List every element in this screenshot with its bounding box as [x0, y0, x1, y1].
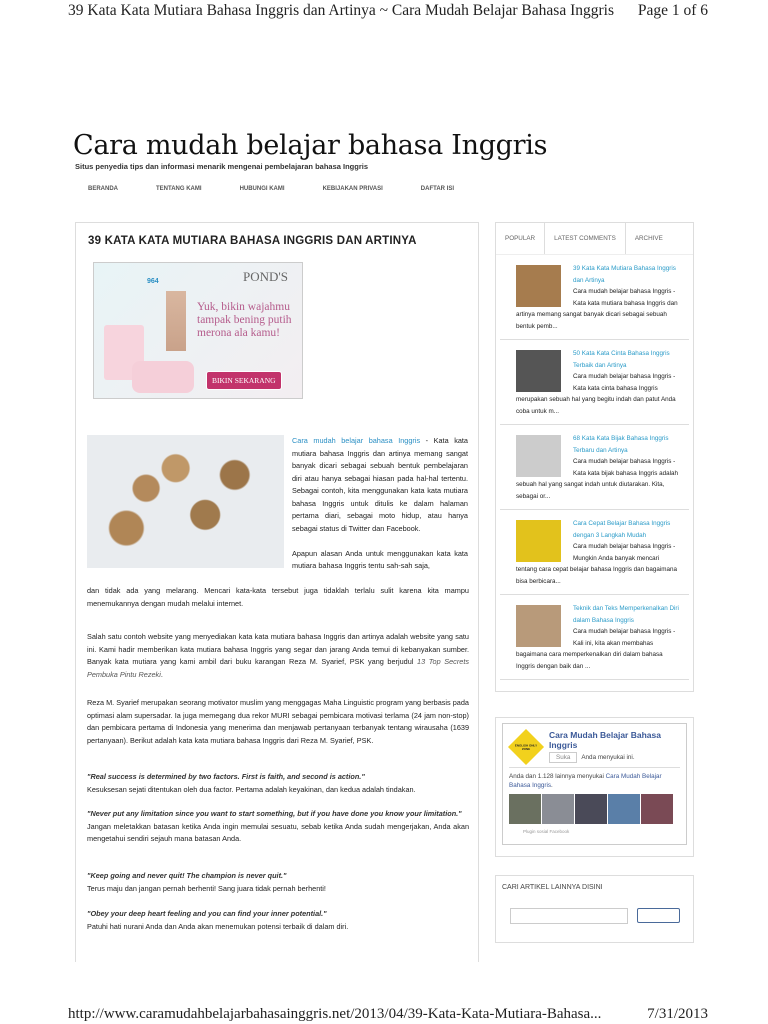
popular-post-title[interactable]: 68 Kata Kata Bijak Bahasa Inggris Terbaru dan Artinya — [573, 435, 669, 454]
nav-beranda[interactable]: BERANDA — [88, 186, 118, 192]
fb-liked-text: Anda menyukai ini. — [581, 754, 635, 761]
quote-id: Jangan meletakkan batasan ketika Anda ingin memulai sesuatu, sebab ketika Anda sudah mengerjakan, Anda akan mengetahui sendiri sejauh mana batasan Anda. — [87, 821, 469, 843]
popular-post-title[interactable]: 50 Kata Kata Cinta Bahasa Inggris Terbaik dan Artinya — [573, 350, 670, 369]
avatar[interactable] — [542, 794, 574, 824]
popular-post-title[interactable]: 39 Kata Kata Mutiara Bahasa Inggris dan Artinya — [573, 265, 676, 284]
post-thumbnail[interactable] — [516, 605, 561, 647]
popular-post-item[interactable] — [500, 510, 689, 595]
dice-words-image — [87, 435, 284, 568]
intro-paragraph — [292, 435, 468, 573]
popular-post-snippet: Cara mudah belajar bahasa Inggris - Kata kata cinta bahasa Inggris merupakan sebuah hal yang begitu indah dan patut Anda coba untuk m... — [516, 373, 676, 415]
popular-posts-widget — [495, 222, 694, 692]
popular-post-item[interactable] — [500, 340, 689, 425]
post-thumbnail[interactable] — [516, 520, 561, 562]
pdf-url[interactable]: http://www.caramudahbelajarbahasainggris.net/2013/04/39-Kata-Kata-Mutiara-Bahasa... — [68, 1006, 602, 1022]
popular-post-item[interactable] — [500, 595, 689, 680]
main-nav — [88, 186, 454, 192]
intro-link[interactable]: Cara mudah belajar bahasa Inggris — [292, 436, 421, 445]
product-jar-image — [132, 361, 194, 393]
popular-post-snippet: Cara mudah belajar bahasa Inggris - Kali ini, kita akan membahas bagaimana cara memperkenalkan diri dalam bahasa Inggris dengan baik dan ... — [516, 628, 676, 670]
facebook-like-box: ENGLISH ONLY ZONE Cara Mudah Belajar Bahasa Inggris Suka Anda menyukai ini. Anda dan 1.128 lainnya menyukai Cara Mudah Belajar Bahasa Inggris. Plugin sosial Facebook — [495, 717, 694, 857]
quote-4 — [87, 908, 469, 933]
nav-hubungi-kami[interactable]: HUBUNGI KAMI — [239, 186, 285, 192]
quote-id: Terus maju dan jangan pernah berhenti! Sang juara tidak pernah berhenti! — [87, 883, 326, 893]
paragraph-4: Reza M. Syarief merupakan seorang motivator muslim yang menggagas Maha Linguistic program yang berbasis pada optimasi alam supersadar. Ia juga memegang dua rekor MURI sebagai pembicara motivasi terlama (24 jam non-stop) dan pembicara pertama di Indonesia yang menerima dan menjawab pertanyaan terbanyak tentang wirausaha (1639 pertanyaan). Berikut adalah kata kata mutiara bahasa Inggris dari Reza M. Syarief, PSK. — [87, 698, 469, 745]
ad-number: 964 — [147, 278, 159, 285]
ponds-ad[interactable] — [93, 262, 303, 399]
pdf-page-number: Page 1 of 6 — [637, 2, 708, 19]
search-input[interactable] — [510, 908, 628, 924]
quote-en: "Keep going and never quit! The champion is never quit." — [87, 871, 287, 880]
avatar[interactable] — [608, 794, 640, 824]
tab-popular[interactable]: POPULAR — [496, 223, 545, 254]
post-thumbnail[interactable] — [516, 435, 561, 477]
paragraph-3: Salah satu contoh website yang menyediakan kata kata mutiara bahasa Inggris dan artinya adalah website yang satu ini. Kami hadir memberikan kata mutiara bahasa Inggris yang segar dan jarang Anda temui di kebanyakan sumber. Banyak kata mutiara yang kami ambil dari buku karangan Reza M. Syarief, PSK yang berjudul 13 Top Secrets Pembuka Pintu Rezeki. — [87, 632, 469, 679]
tab-archive[interactable]: ARCHIVE — [634, 235, 663, 242]
paragraph-2a: Apapun alasan Anda untuk menggunakan kata kata mutiara bahasa Inggris tentu sah-sah saja, — [292, 548, 468, 570]
pdf-page-title: 39 Kata Kata Mutiara Bahasa Inggris dan Artinya ~ Cara Mudah Belajar Bahasa Inggris — [68, 2, 614, 19]
fb-fan-avatars — [509, 794, 680, 824]
quote-id: Patuhi hati nurani Anda dan Anda akan menemukan potensi terbaik di dalam diri. — [87, 921, 349, 931]
pdf-footer — [68, 1006, 708, 1023]
photo-strip-image — [166, 291, 186, 351]
paragraph-2b: dan tidak ada yang melarang. Mencari kata-kata tersebut juga tidaklah terlalu sulit karena kita mampu menemukannya dengan mudah melalui internet. — [87, 586, 469, 608]
quote-en: "Real success is determined by two factors. First is faith, and second is action." — [87, 772, 365, 781]
nav-tentang-kami[interactable]: TENTANG KAMI — [156, 186, 202, 192]
ad-cta-button[interactable]: BIKIN SEKARANG — [206, 371, 282, 390]
quote-id: Kesuksesan sejati ditentukan oleh dua factor. Pertama adalah keyakinan, dan kedua adalah tindakan. — [87, 784, 416, 794]
ad-brand: POND'S — [243, 269, 288, 284]
intro-text: - Kata kata mutiara bahasa Inggris dan artinya memang sangat banyak dicari sebagai sebuah bentuk pembelajaran diri atau hanya sebagai hiasan pada hal-hal tertentu. Sebagai contoh, kita menggunakan kata kata mutiara bahasa Inggris untuk ditulis ke dalam halaman pertama diari, sebagai moto hidup, atau hanya sebagai status di Twitter dan Facebook. — [292, 436, 468, 533]
popular-post-title[interactable]: Teknik dan Teks Memperkenalkan Diri dalam Bahasa Inggris — [573, 605, 679, 624]
pdf-header — [68, 2, 708, 20]
paragraph-3-text: Salah satu contoh website yang menyediakan kata kata mutiara bahasa Inggris dan artinya adalah website yang satu ini. Kami hadir memberikan kata mutiara bahasa Inggris yang segar dan jarang Anda temui di kebanyakan sumber. Banyak kata mutiara yang kami ambil dari buku karangan Reza M. Syarief, PSK yang berjudul — [87, 632, 469, 666]
avatar[interactable] — [641, 794, 673, 824]
search-button[interactable] — [637, 908, 680, 923]
nav-kebijakan-privasi[interactable]: KEBIJAKAN PRIVASI — [322, 186, 383, 192]
popular-post-snippet: Cara mudah belajar bahasa Inggris - Kata kata mutiara bahasa Inggris dan artinya memang sangat banyak dicari sebagai sebuah bentuk pemb... — [516, 288, 678, 330]
fb-count-link[interactable]: Cara Mudah Belajar Bahasa Inggris — [509, 773, 662, 789]
sidebar-tabs — [496, 223, 693, 255]
popular-post-snippet: Cara mudah belajar bahasa Inggris - Mungkin Anda banyak mencari tentang cara cepat belajar bahasa Inggris dan bagaimana bisa berbicara... — [516, 543, 678, 585]
popular-post-item[interactable] — [500, 425, 689, 510]
popular-post-item[interactable] — [500, 255, 689, 340]
fb-like-button[interactable]: Suka — [549, 752, 577, 763]
post-thumbnail[interactable] — [516, 265, 561, 307]
quote-en: "Never put any limitation since you want to start something, but if you have done you know your limitation." — [87, 809, 462, 818]
fb-count-text: Anda dan 1.128 lainnya menyukai — [509, 773, 606, 780]
post-container — [75, 222, 479, 962]
fb-plugin-label[interactable]: Plugin sosial Facebook — [523, 829, 570, 834]
avatar[interactable] — [509, 794, 541, 824]
logo-text: ENGLISH ONLY ZONE — [514, 743, 538, 751]
book-title: 13 Top Secrets Pembuka Pintu Rezeki — [87, 657, 469, 679]
quote-3 — [87, 870, 469, 895]
tab-latest-comments[interactable]: LATEST COMMENTS — [545, 223, 626, 254]
nav-daftar-isi[interactable]: DAFTAR ISI — [420, 186, 455, 192]
blog-title[interactable]: Cara mudah belajar bahasa Inggris — [73, 130, 548, 161]
fb-page-name[interactable]: Cara Mudah Belajar Bahasa Inggris — [549, 730, 661, 750]
quote-en: "Obey your deep heart feeling and you can find your inner potential." — [87, 909, 327, 918]
popular-post-snippet: Cara mudah belajar bahasa Inggris - Kata kata bijak bahasa Inggris adalah sebuah hal yang sangat indah untuk diutarakan. Kita, sebagai or... — [516, 458, 679, 500]
quote-1 — [87, 771, 469, 796]
avatar[interactable] — [575, 794, 607, 824]
search-title: CARI ARTIKEL LAINNYA DISINI — [502, 884, 603, 891]
pdf-date: 7/31/2013 — [647, 1006, 708, 1022]
search-widget — [495, 875, 694, 943]
ad-headline: Yuk, bikin wajahmu tampak bening putih merona ala kamu! — [197, 301, 292, 339]
post-title: 39 KATA KATA MUTIARA BAHASA INGGRIS DAN ARTINYA — [88, 235, 417, 247]
blog-tagline: Situs penyedia tips dan informasi menarik mengenai pembelajaran bahasa Inggris — [75, 162, 369, 171]
post-thumbnail[interactable] — [516, 350, 561, 392]
popular-post-title[interactable]: Cara Cepat Belajar Bahasa Inggris dengan 3 Langkah Mudah — [573, 520, 671, 539]
quote-2 — [87, 808, 469, 846]
